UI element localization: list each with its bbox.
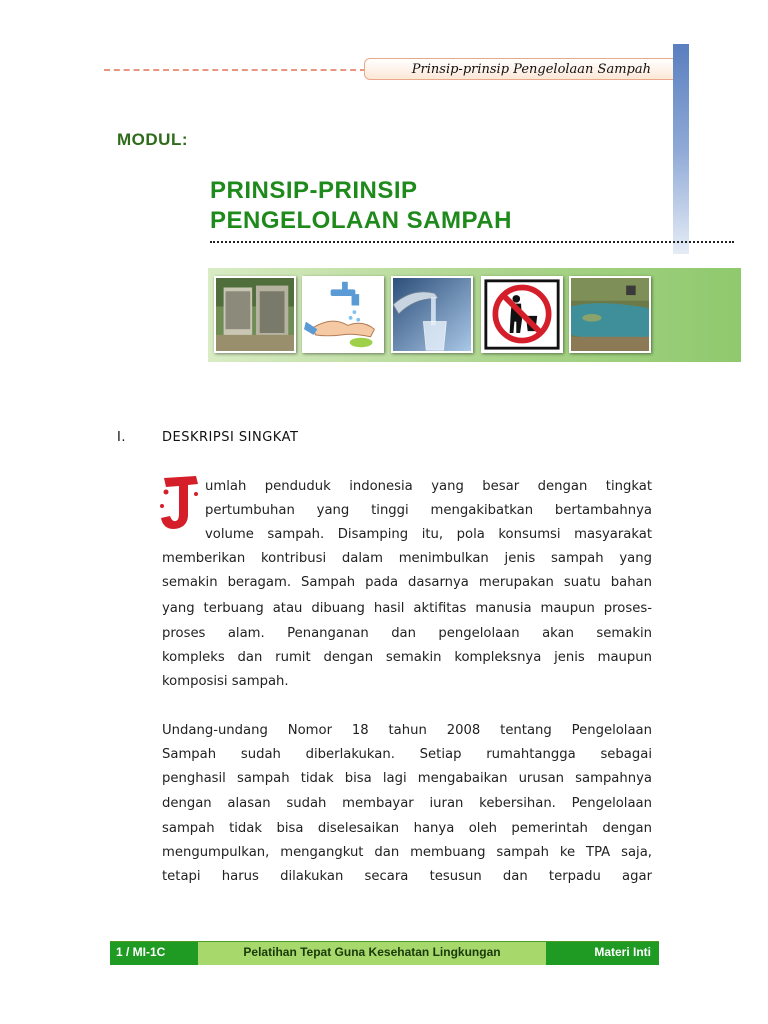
- paragraph1-line: semakin beragam. Sampah pada dasarnya merupakan suatu bahan: [162, 575, 652, 590]
- paragraph2-line: dengan alasan sudah membayar iuran kebersihan. Pengelolaan: [162, 796, 652, 811]
- paragraph2-line: tetapi harus dilakukan secara tesusun dan terpadu agar: [162, 869, 652, 884]
- module-label: MODUL:: [117, 130, 188, 149]
- paragraph1-line: umlah penduduk indonesia yang besar dengan tingkat: [205, 479, 652, 494]
- footer-course-title: Pelatihan Tepat Guna Kesehatan Lingkungan: [198, 942, 546, 965]
- paragraph1-line: kompleks dan rumit dengan semakin kompleksnya jenis maupun: [162, 650, 652, 665]
- latrine-photo: [214, 276, 296, 353]
- title-line-2: PENGELOLAAN SAMPAH: [210, 207, 512, 234]
- footer-section-label: Materi Inti: [546, 942, 659, 965]
- paragraph2-line: mengumpulkan, mengangkut dan membuang sampah ke TPA saja,: [162, 845, 652, 860]
- paragraph2-line: Sampah sudah diberlakukan. Setiap rumahtangga sebagai: [162, 747, 652, 762]
- section-number: I.: [117, 430, 126, 445]
- title-dotted-rule: [210, 241, 734, 243]
- paragraph1-line: volume sampah. Disamping itu, pola konsumsi masyarakat: [205, 527, 652, 542]
- section-title: DESKRIPSI SINGKAT: [162, 430, 299, 445]
- title-line-1: PRINSIP-PRINSIP: [210, 177, 418, 204]
- tap-water-photo: [391, 276, 473, 353]
- paragraph2-line: sampah tidak bisa diselesaikan hanya oleh pemerintah dengan: [162, 821, 652, 836]
- no-littering-sign: [481, 276, 563, 353]
- handwashing-illustration: [302, 276, 384, 353]
- header-dashed-line: [104, 69, 366, 71]
- paragraph1-line: memberikan kontribusi dalam menimbulkan jenis sampah yang: [162, 551, 652, 566]
- footer-page-code: 1 / MI-1C: [110, 942, 198, 965]
- running-header: Prinsip-prinsip Pengelolaan Sampah: [364, 58, 676, 80]
- paragraph1-line: yang terbuang atau dibuang hasil aktifitas manusia maupun proses-: [162, 601, 652, 616]
- page-footer: [110, 941, 659, 965]
- paragraph1-line: komposisi sampah.: [162, 674, 289, 689]
- paragraph1-line: proses alam. Penanganan dan pengelolaan akan semakin: [162, 626, 652, 641]
- dropcap-letter: [158, 472, 202, 532]
- paragraph2-line: Undang-undang Nomor 18 tahun 2008 tentang Pengelolaan: [162, 723, 652, 738]
- header-blue-bar: [673, 44, 689, 254]
- page-title: [210, 176, 512, 236]
- paragraph2-line: penghasil sampah tidak bisa lagi mengabaikan urusan sampahnya: [162, 771, 652, 786]
- paragraph1-line: pertumbuhan yang tinggi mengakibatkan bertambahnya: [205, 503, 652, 518]
- polluted-pond-photo: [569, 276, 651, 353]
